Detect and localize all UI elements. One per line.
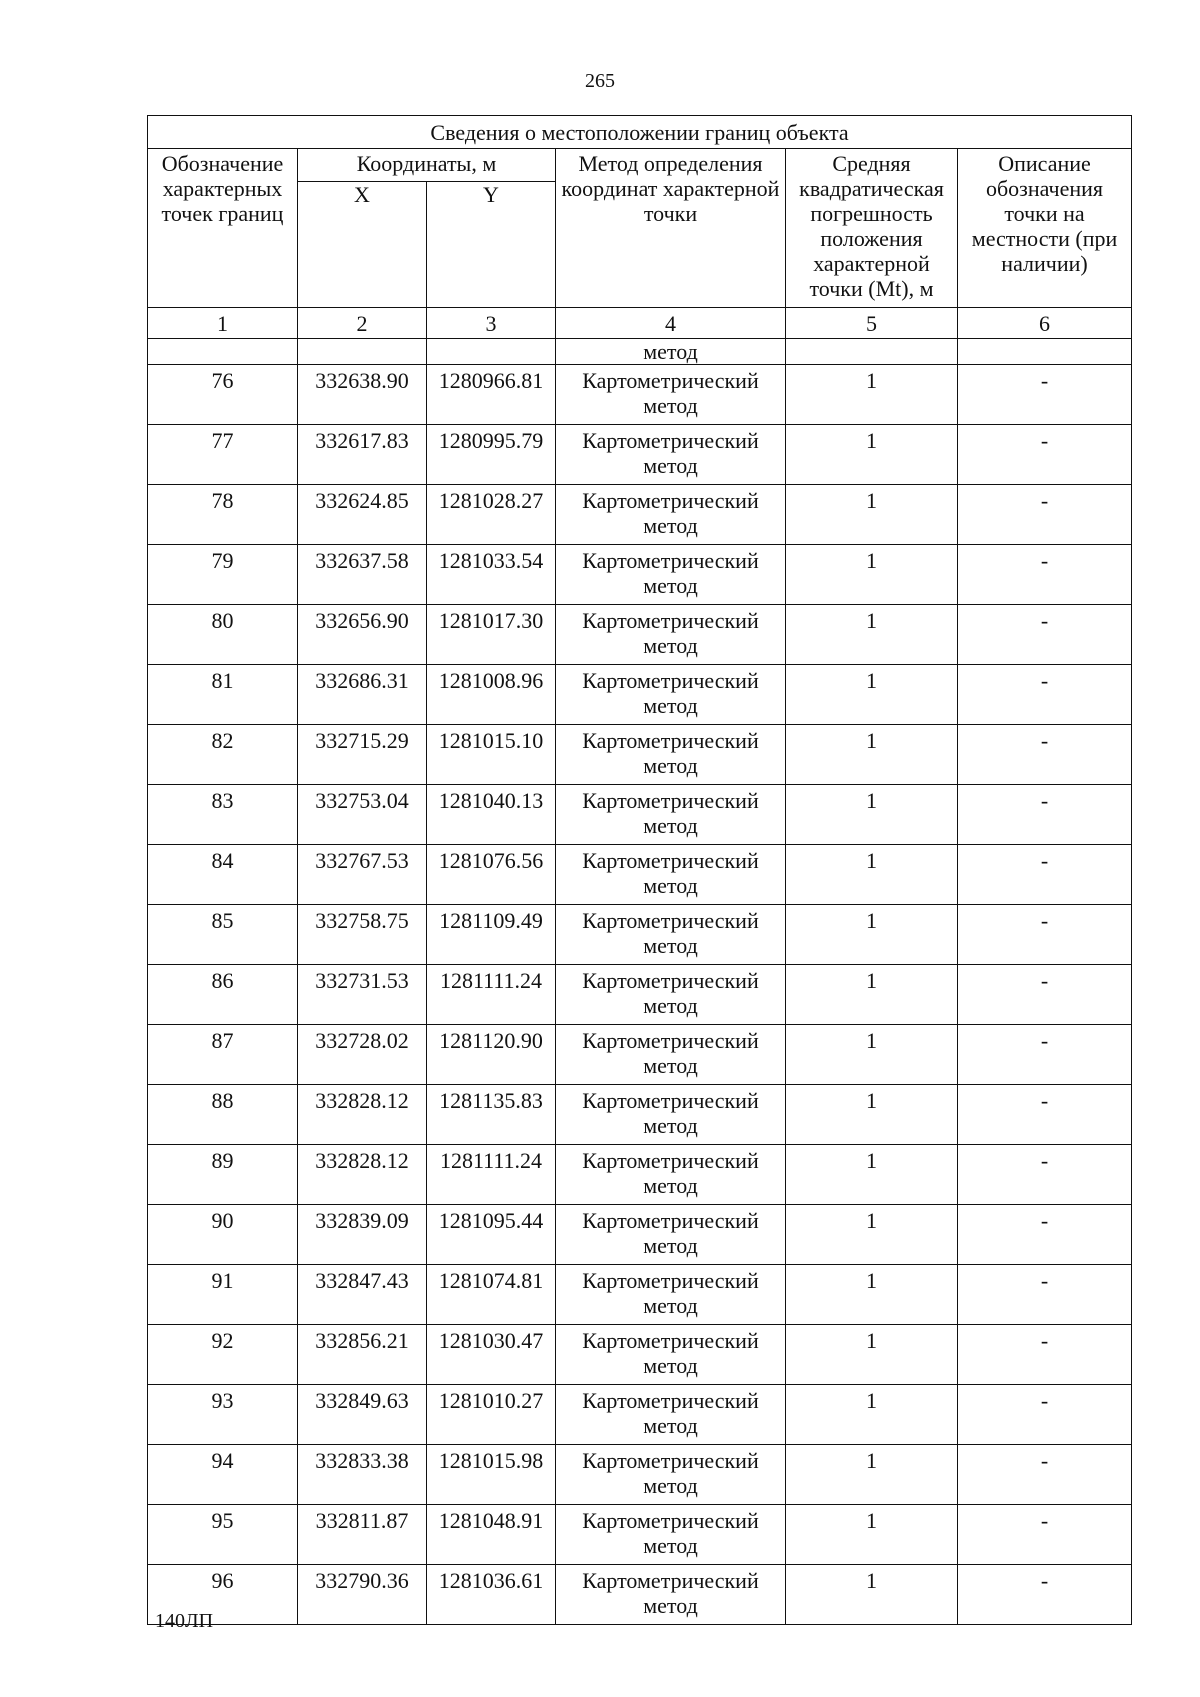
cell-x: 332686.31 — [298, 665, 427, 725]
table-row — [148, 665, 1132, 725]
cell-description: - — [958, 1565, 1132, 1625]
cell-error: 1 — [786, 1565, 958, 1625]
header-x: X — [298, 182, 427, 308]
table-header-row — [148, 149, 1132, 182]
cell-description: - — [958, 365, 1132, 425]
cell-point-id: 86 — [148, 965, 298, 1025]
cell-y: 1281111.24 — [427, 965, 556, 1025]
cell-point-id: 83 — [148, 785, 298, 845]
cell-x: 332847.43 — [298, 1265, 427, 1325]
cell-y: 1281030.47 — [427, 1325, 556, 1385]
cell-point-id: 84 — [148, 845, 298, 905]
cell-x: 332624.85 — [298, 485, 427, 545]
cell-y: 1281036.61 — [427, 1565, 556, 1625]
cell-empty — [148, 339, 298, 365]
cell-y: 1281015.10 — [427, 725, 556, 785]
cell-description: - — [958, 1025, 1132, 1085]
cell-point-id: 80 — [148, 605, 298, 665]
cell-x: 332833.38 — [298, 1445, 427, 1505]
cell-point-id: 87 — [148, 1025, 298, 1085]
cell-point-id: 94 — [148, 1445, 298, 1505]
cell-description: - — [958, 425, 1132, 485]
cell-description: - — [958, 785, 1132, 845]
cell-error: 1 — [786, 1505, 958, 1565]
cell-x: 332811.87 — [298, 1505, 427, 1565]
cell-error: 1 — [786, 1145, 958, 1205]
cell-x: 332828.12 — [298, 1085, 427, 1145]
cell-error: 1 — [786, 965, 958, 1025]
table-row — [148, 1145, 1132, 1205]
cell-description: - — [958, 725, 1132, 785]
table-row — [148, 605, 1132, 665]
cell-point-id: 77 — [148, 425, 298, 485]
cell-description: - — [958, 1265, 1132, 1325]
cell-error: 1 — [786, 485, 958, 545]
cell-y: 1281111.24 — [427, 1145, 556, 1205]
cell-error: 1 — [786, 605, 958, 665]
table-row — [148, 1085, 1132, 1145]
cell-empty — [298, 339, 427, 365]
cell-y: 1281040.13 — [427, 785, 556, 845]
cell-point-id: 79 — [148, 545, 298, 605]
boundary-coordinates-table — [147, 115, 1132, 1625]
cell-y: 1280966.81 — [427, 365, 556, 425]
cell-description: - — [958, 485, 1132, 545]
table-title: Сведения о местоположении границ объекта — [148, 116, 1132, 149]
table-row — [148, 725, 1132, 785]
cell-y: 1281010.27 — [427, 1385, 556, 1445]
cell-x: 332637.58 — [298, 545, 427, 605]
cell-x: 332617.83 — [298, 425, 427, 485]
page-number: 265 — [585, 70, 615, 92]
cell-error: 1 — [786, 545, 958, 605]
cell-point-id: 88 — [148, 1085, 298, 1145]
cell-method: Картометрический метод — [556, 725, 786, 785]
cell-x: 332638.90 — [298, 365, 427, 425]
cell-method: Картометрический метод — [556, 545, 786, 605]
cell-empty — [786, 339, 958, 365]
cell-x: 332849.63 — [298, 1385, 427, 1445]
cell-y: 1281095.44 — [427, 1205, 556, 1265]
cell-description: - — [958, 1085, 1132, 1145]
table-row — [148, 365, 1132, 425]
cell-method: Картометрический метод — [556, 1085, 786, 1145]
cell-point-id: 85 — [148, 905, 298, 965]
cell-y: 1281076.56 — [427, 845, 556, 905]
cell-point-id: 76 — [148, 365, 298, 425]
table-row — [148, 1505, 1132, 1565]
cell-method: Картометрический метод — [556, 425, 786, 485]
table-row — [148, 485, 1132, 545]
cell-point-id: 89 — [148, 1145, 298, 1205]
cell-description: - — [958, 905, 1132, 965]
cell-y: 1281028.27 — [427, 485, 556, 545]
table-row — [148, 1025, 1132, 1085]
header-designation: Обозначение характерных точек границ — [148, 149, 298, 308]
header-error: Средняя квадратическая погрешность положения характерной точки (Mt), м — [786, 149, 958, 308]
table-row — [148, 1205, 1132, 1265]
cell-description: - — [958, 665, 1132, 725]
cell-y: 1281048.91 — [427, 1505, 556, 1565]
cell-method: Картометрический метод — [556, 1205, 786, 1265]
table-row — [148, 965, 1132, 1025]
cell-method: Картометрический метод — [556, 1265, 786, 1325]
cell-method: Картометрический метод — [556, 1325, 786, 1385]
header-coordinates: Координаты, м — [298, 149, 556, 182]
table-row — [148, 845, 1132, 905]
cell-error: 1 — [786, 785, 958, 845]
continuation-row — [148, 339, 1132, 365]
cell-point-id: 92 — [148, 1325, 298, 1385]
cell-x: 332715.29 — [298, 725, 427, 785]
cell-y: 1281008.96 — [427, 665, 556, 725]
cell-description: - — [958, 1505, 1132, 1565]
cell-empty — [958, 339, 1132, 365]
table-row — [148, 1325, 1132, 1385]
cell-description: - — [958, 545, 1132, 605]
footer-code: 140ЛП — [155, 1610, 214, 1632]
cell-x: 332731.53 — [298, 965, 427, 1025]
cell-description: - — [958, 845, 1132, 905]
cell-description: - — [958, 1325, 1132, 1385]
cell-error: 1 — [786, 725, 958, 785]
cell-point-id: 91 — [148, 1265, 298, 1325]
column-number: 2 — [298, 308, 427, 339]
cell-point-id: 93 — [148, 1385, 298, 1445]
cell-method: Картометрический метод — [556, 1385, 786, 1445]
cell-method: Картометрический метод — [556, 845, 786, 905]
cell-y: 1281109.49 — [427, 905, 556, 965]
cell-y: 1280995.79 — [427, 425, 556, 485]
cell-y: 1281135.83 — [427, 1085, 556, 1145]
cell-method: Картометрический метод — [556, 1565, 786, 1625]
cell-error: 1 — [786, 1385, 958, 1445]
cell-method: Картометрический метод — [556, 365, 786, 425]
cell-point-id: 96 — [148, 1565, 298, 1625]
cell-x: 332790.36 — [298, 1565, 427, 1625]
cell-x: 332828.12 — [298, 1145, 427, 1205]
cell-point-id: 81 — [148, 665, 298, 725]
table-row — [148, 785, 1132, 845]
column-number: 5 — [786, 308, 958, 339]
cell-y: 1281120.90 — [427, 1025, 556, 1085]
cell-method: Картометрический метод — [556, 605, 786, 665]
cell-method: Картометрический метод — [556, 1145, 786, 1205]
cell-error: 1 — [786, 365, 958, 425]
cell-point-id: 82 — [148, 725, 298, 785]
cell-error: 1 — [786, 1265, 958, 1325]
cell-x: 332728.02 — [298, 1025, 427, 1085]
cell-error: 1 — [786, 665, 958, 725]
table-row — [148, 905, 1132, 965]
cell-method: Картометрический метод — [556, 1505, 786, 1565]
table-row — [148, 1445, 1132, 1505]
cell-y: 1281074.81 — [427, 1265, 556, 1325]
cell-description: - — [958, 605, 1132, 665]
cell-point-id: 78 — [148, 485, 298, 545]
cell-x: 332758.75 — [298, 905, 427, 965]
cell-error: 1 — [786, 1325, 958, 1385]
column-number: 6 — [958, 308, 1132, 339]
cell-method: Картометрический метод — [556, 665, 786, 725]
cell-description: - — [958, 1205, 1132, 1265]
cell-error: 1 — [786, 425, 958, 485]
table-row — [148, 1385, 1132, 1445]
table-row — [148, 1265, 1132, 1325]
cell-x: 332856.21 — [298, 1325, 427, 1385]
cell-description: - — [958, 1145, 1132, 1205]
table-row — [148, 425, 1132, 485]
cell-point-id: 90 — [148, 1205, 298, 1265]
cell-description: - — [958, 965, 1132, 1025]
column-number-row — [148, 308, 1132, 339]
cell-x: 332753.04 — [298, 785, 427, 845]
table-title-row — [148, 116, 1132, 149]
header-y: Y — [427, 182, 556, 308]
column-number: 1 — [148, 308, 298, 339]
table-row — [148, 545, 1132, 605]
cell-y: 1281033.54 — [427, 545, 556, 605]
cell-error: 1 — [786, 1205, 958, 1265]
cell-y: 1281017.30 — [427, 605, 556, 665]
cell-x: 332839.09 — [298, 1205, 427, 1265]
cell-description: - — [958, 1445, 1132, 1505]
cell-error: 1 — [786, 1025, 958, 1085]
header-description: Описание обозначения точки на местности (при наличии) — [958, 149, 1132, 308]
cell-error: 1 — [786, 1445, 958, 1505]
cell-method: Картометрический метод — [556, 1445, 786, 1505]
cell-method: Картометрический метод — [556, 965, 786, 1025]
cell-method: Картометрический метод — [556, 905, 786, 965]
cell-method: Картометрический метод — [556, 1025, 786, 1085]
cell-error: 1 — [786, 845, 958, 905]
continuation-method: метод — [556, 339, 786, 365]
cell-point-id: 95 — [148, 1505, 298, 1565]
cell-empty — [427, 339, 556, 365]
column-number: 3 — [427, 308, 556, 339]
column-number: 4 — [556, 308, 786, 339]
cell-x: 332767.53 — [298, 845, 427, 905]
cell-x: 332656.90 — [298, 605, 427, 665]
header-method: Метод определения координат характерной точки — [556, 149, 786, 308]
cell-error: 1 — [786, 905, 958, 965]
cell-method: Картометрический метод — [556, 785, 786, 845]
table-row — [148, 1565, 1132, 1625]
cell-method: Картометрический метод — [556, 485, 786, 545]
cell-y: 1281015.98 — [427, 1445, 556, 1505]
cell-error: 1 — [786, 1085, 958, 1145]
cell-description: - — [958, 1385, 1132, 1445]
